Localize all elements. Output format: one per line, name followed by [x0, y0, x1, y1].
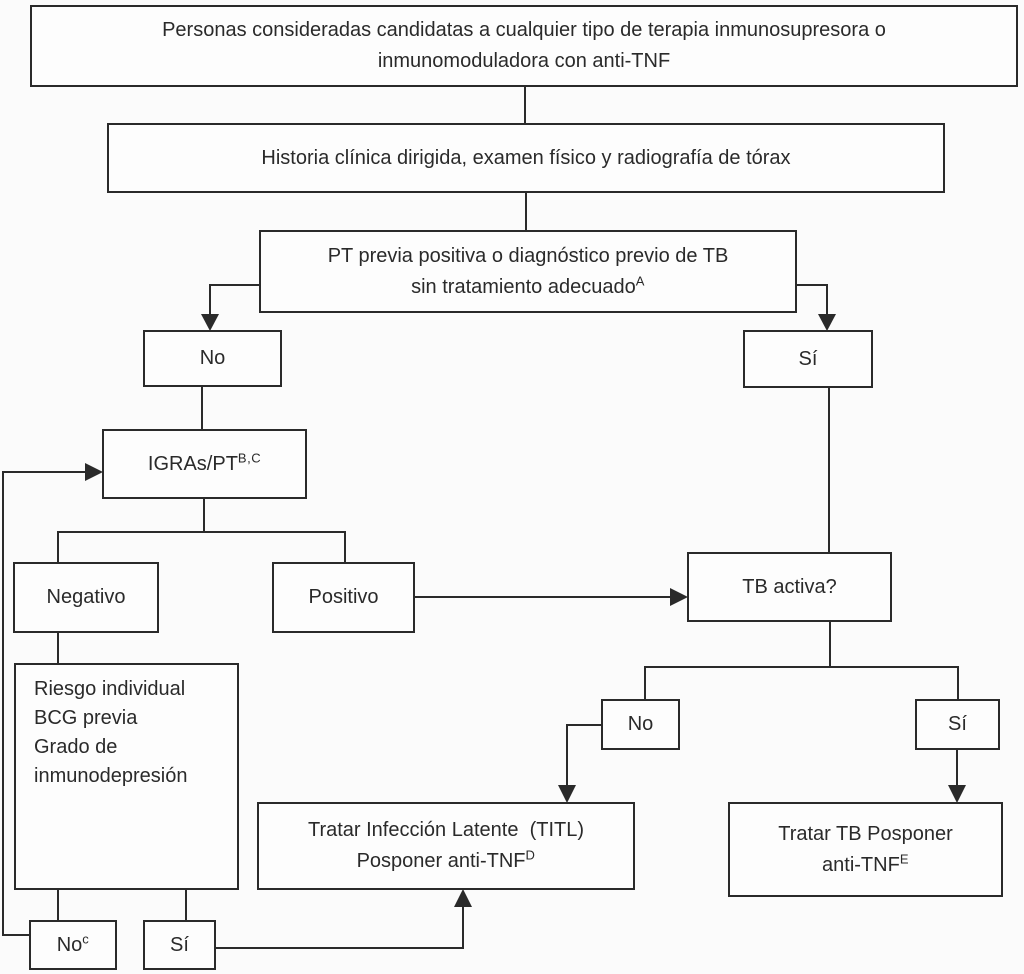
- node-text: No$^c$: [56, 930, 90, 956]
- node-text: Personas consideradas candidatas a cualquier tipo de terapia inmunosupresora o: [162, 19, 886, 41]
- node-historia-clinica: [107, 123, 945, 193]
- arrowhead: [670, 588, 688, 606]
- node-text: inmunomoduladora con anti-TNF: [377, 50, 671, 72]
- node-no-3: [29, 920, 117, 970]
- node-candidates: [30, 5, 1018, 87]
- node-text: Posponer anti-$TNF^D$: [356, 847, 536, 872]
- node-tratar-infeccion-latente: [257, 802, 635, 890]
- node-no-2: [601, 699, 680, 750]
- node-text: IGRAs/$PT^{B,C}$: [147, 449, 262, 475]
- node-text: Negativo: [46, 586, 126, 608]
- node-riesgo-individual: [14, 663, 239, 890]
- node-text: PT previa positiva o diagnóstico previo de TB: [327, 244, 729, 267]
- node-no-1: [143, 330, 282, 387]
- arrowhead: [201, 314, 219, 331]
- node-positivo: [272, 562, 415, 633]
- superscript-d: D: [525, 847, 536, 863]
- node-text: Riesgo individual: [34, 678, 186, 700]
- node-igras-pt: [102, 429, 307, 499]
- superscript-bc: B,C: [237, 449, 262, 465]
- node-text: sin tratamiento adecuado$^A$: [411, 272, 645, 298]
- superscript-c: c: [82, 930, 90, 946]
- node-si-3: [143, 920, 216, 970]
- node-text: Sí: [170, 933, 189, 956]
- node-text: Tratar TB Posponer: [778, 822, 953, 845]
- node-text: Sí: [948, 713, 967, 735]
- node-text: Sí: [798, 347, 818, 370]
- node-pt-previa: [259, 230, 797, 313]
- arrowhead: [454, 889, 472, 907]
- arrowhead: [818, 314, 836, 331]
- superscript-a: A: [635, 272, 645, 288]
- node-text: Positivo: [308, 586, 379, 608]
- arrowhead: [948, 785, 966, 803]
- superscript-e: E: [899, 850, 909, 866]
- node-text: No: [199, 347, 226, 369]
- node-text: BCG previa: [34, 707, 138, 729]
- node-si-2: [915, 699, 1000, 750]
- node-text: inmunodepresión: [34, 765, 188, 787]
- arrowhead: [85, 463, 103, 481]
- node-tb-activa: [687, 552, 892, 622]
- node-text: Tratar Infección Latente (TITL): [307, 819, 585, 841]
- node-text: anti-$TNF^E$: [822, 850, 909, 876]
- node-negativo: [13, 562, 159, 633]
- node-text: No: [627, 713, 654, 735]
- node-tratar-tb: [728, 802, 1003, 897]
- arrowhead: [558, 785, 576, 803]
- node-text: Historia clínica dirigida, examen físico y radiografía de tórax: [261, 146, 791, 169]
- node-si-1: [743, 330, 873, 388]
- node-text: TB activa?: [742, 575, 837, 598]
- node-text: Grado de: [34, 736, 118, 758]
